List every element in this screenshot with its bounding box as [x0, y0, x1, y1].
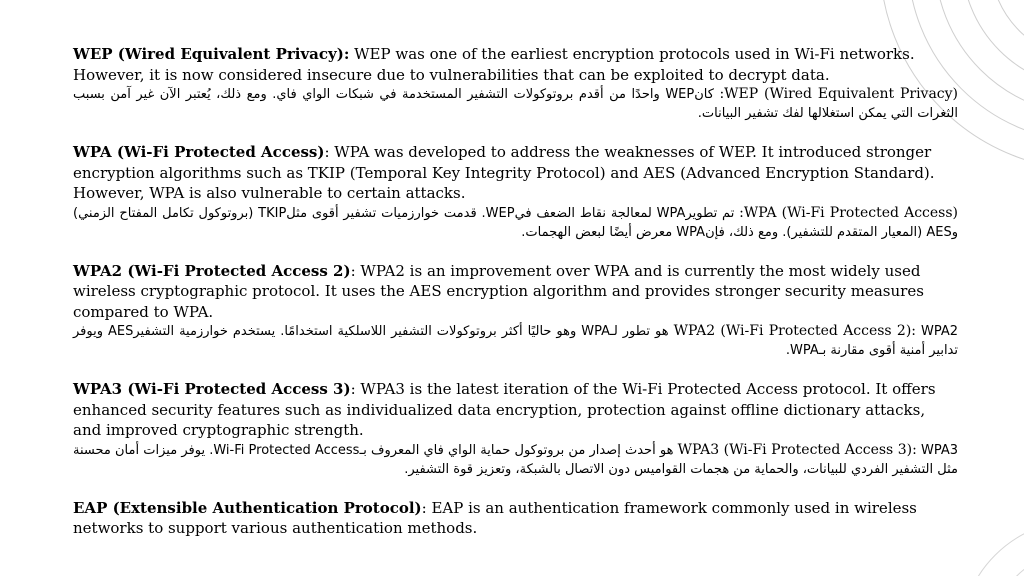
arabic-paragraph	[73, 85, 958, 123]
term-description: WEP was one of the earliest encryption protocols used in Wi-Fi networks. However, it is now considered insecure due to vulnerabilities that can be exploited to decrypt data.	[73, 45, 915, 84]
english-paragraph	[73, 44, 958, 85]
term-description: : WPA was developed to address the weaknesses of WEP. It introduced stronger encryption algorithms such as TKIP (Temporal Key Integrity Protocol) and AES (Advanced Encryption Standard). However, WPA is also vulnerable to certain attacks.	[73, 143, 935, 202]
term-heading: WPA3 (Wi-Fi Protected Access 3)	[73, 380, 351, 398]
english-paragraph	[73, 379, 958, 441]
arabic-term-label: WPA3 (Wi-Fi Protected Access 3):	[677, 441, 917, 458]
english-paragraph	[73, 142, 958, 204]
arabic-paragraph	[73, 322, 958, 360]
english-paragraph	[73, 498, 958, 539]
section-wep	[73, 44, 958, 123]
arabic-description: تم تطويرWPA لمعالجة نقاط الضعف فيWEP. قدمت خوارزميات تشفير أقوى مثلTKIP (بروتوكول تكامل المفتاح الزمني) وAES (المعيار المتقدم للتشفير). ومع ذلك، فإنWPA معرض أيضًا لبعض الهجمات.	[73, 205, 958, 240]
arabic-description: WPA3 هو أحدث إصدار من بروتوكول حماية الواي فاي المعروف بـWi-Fi Protected Access. يوفر ميزات أمان محسنة مثل التشفير الفردي للبيانات، والحماية من هجمات القواميس دون الاتصال بالشبكة، وتعزيز قوة التشفير.	[73, 442, 958, 477]
term-heading: WPA2 (Wi-Fi Protected Access 2)	[73, 261, 351, 280]
arabic-term-label: WPA2 (Wi-Fi Protected Access 2):	[673, 323, 916, 339]
term-description: : WPA3 is the latest iteration of the Wi-Fi Protected Access protocol. It offers enhanced security features such as individualized data encryption, protection against offline dictionary attacks, and improved cryptographic strength.	[73, 380, 936, 439]
section-wpa3	[73, 379, 958, 479]
arabic-description: WPA2 هو تطور لـWPA وهو حاليًا أكثر بروتوكولات التشفير اللاسلكية استخدامًا. يستخدم خوارزمية التشفيرAES ويوفر تدابير أمنية أقوى مقارنة بـWPA.	[73, 324, 959, 358]
arabic-description: كانWEP واحدًا من أقدم بروتوكولات التشفير المستخدمة في شبكات الواي فاي. ومع ذلك، يُعتبر الآن غير آمن بسبب الثغرات التي يمكن استغلالها لفك تشفير البيانات.	[73, 87, 958, 121]
term-heading: WPA (Wi-Fi Protected Access)	[73, 143, 325, 161]
english-paragraph	[73, 261, 958, 323]
arabic-paragraph	[73, 204, 958, 242]
arabic-paragraph	[73, 441, 958, 479]
content-area	[73, 44, 958, 558]
term-description: : WPA2 is an improvement over WPA and is currently the most widely used wireless cryptographic protocol. It uses the AES encryption algorithm and provides stronger security measures compared to WPA.	[73, 261, 924, 321]
arabic-term-label: WEP (Wired Equivalent Privacy):	[719, 86, 959, 102]
section-wpa	[73, 142, 958, 242]
term-heading: EAP (Extensible Authentication Protocol)	[73, 498, 422, 517]
term-description: : EAP is an authentication framework commonly used in wireless networks to support various authentication methods.	[73, 498, 917, 537]
section-wpa2	[73, 261, 958, 361]
term-heading: WEP (Wired Equivalent Privacy):	[73, 45, 350, 63]
section-eap	[73, 498, 958, 539]
arabic-term-label: WPA (Wi-Fi Protected Access):	[739, 204, 958, 221]
